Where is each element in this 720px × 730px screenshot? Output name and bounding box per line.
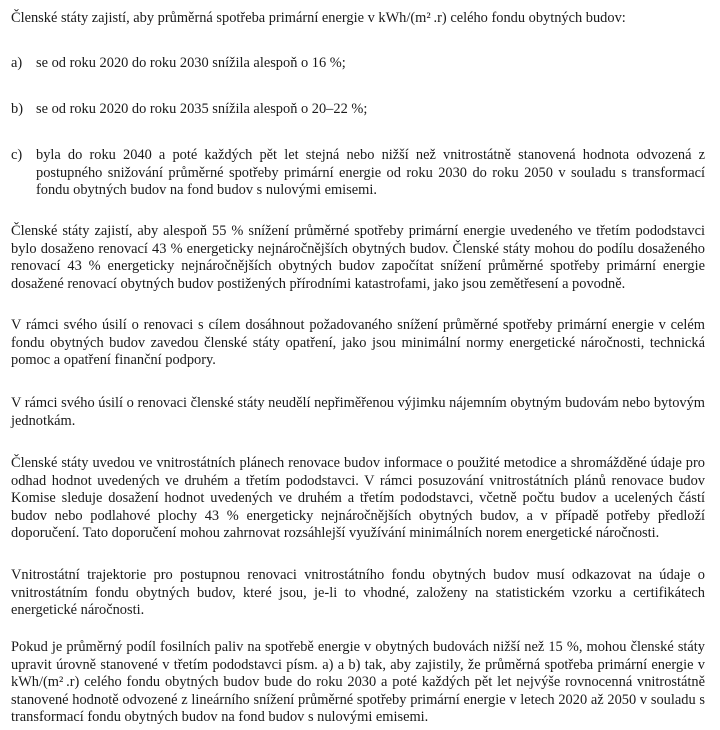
list-text-a: se od roku 2020 do roku 2030 snížila alespoň o 16 %; <box>36 55 346 71</box>
paragraph-4: V rámci svého úsilí o renovaci členské státy neudělí nepřiměřenou výjimku nájemním obytným budovám nebo bytovým jednotkám. <box>11 395 705 429</box>
paragraph-5: Členské státy uvedou ve vnitrostátních plánech renovace budov informace o použité metodice a shromážděné údaje pro odhad hodnot uvedených ve druhém a třetím pododstavci. V rámci posuzování vnitrostátních plánů renovace budov Komise sleduje dosažení hodnot uvedených ve druhém a třetím pododstavci, včetně počtu budov a ucelených částí budov nebo podlahové plochy 43 % energeticky nejnáročnějších obytných budov, a v případě potřeby předloží doporučení. Tato doporučení mohou zahrnovat rozsáhlejší využívání minimálních norem energetické náročnosti. <box>11 455 705 542</box>
list-marker-a: a) <box>11 55 23 71</box>
intro-paragraph: Členské státy zajistí, aby průměrná spotřeba primární energie v kWh/(m² .r) celého fondu obytných budov: <box>11 10 626 26</box>
paragraph-7: Pokud je průměrný podíl fosilních paliv na spotřebě energie v obytných budovách nižší než 15 %, mohou členské státy upravit úrovně stanovené v třetím pododstavci písm. a) a b) tak, aby zajistily, že průměrná spotřeba primární energie v kWh/(m² .r) celého fondu obytných budov bude do roku 2030 a poté každých pět let nejvýše rovnocenná vnitrostátně stanovené hodnotě odvozené z lineárního snížení průměrné spotřeby primární energie v letech 2020 až 2050 v souladu s transformací fondu obytných budov na fond budov s nulovými emisemi. <box>11 639 705 726</box>
paragraph-6: Vnitrostátní trajektorie pro postupnou renovaci vnitrostátního fondu obytných budov musí odkazovat na údaje o vnitrostátním fondu obytných budov, které jsou, je-li to vhodné, založeny na statistickém vzorku a certifikátech energetické náročnosti. <box>11 567 705 619</box>
list-item-b <box>11 101 705 119</box>
list-marker-b: b) <box>11 101 23 117</box>
list-text-c: byla do roku 2040 a poté každých pět let stejná nebo nižší než vnitrostátně stanovená hodnota odvozená z postupného snižování průměrné spotřeby primární energie od roku 2030 do roku 2050 v souladu s transformací fondu obytných budov na fond budov s nulovými emisemi. <box>36 147 705 199</box>
list-text-b: se od roku 2020 do roku 2035 snížila alespoň o 20–22 %; <box>36 101 368 117</box>
list-item-a <box>11 55 705 73</box>
paragraph-2: Členské státy zajistí, aby alespoň 55 % snížení průměrné spotřeby primární energie uvedeného ve třetím pododstavci bylo dosaženo renovací 43 % energeticky nejnáročnějších obytných budov. Členské státy mohou do podílu dosaženého renovací 43 % energeticky nejnáročnějších obytných budov započítat snížení průměrné spotřeby primární energie dosažené renovací obytných budov postižených přírodními katastrofami, jako jsou zemětřesení a povodně. <box>11 223 705 292</box>
list-marker-c: c) <box>11 147 23 163</box>
paragraph-3: V rámci svého úsilí o renovaci s cílem dosáhnout požadovaného snížení průměrné spotřeby primární energie v celém fondu obytných budov zavedou členské státy opatření, jako jsou minimální normy energetické náročnosti, technická pomoc a opatření finanční podpory. <box>11 317 705 369</box>
list-item-c <box>11 147 705 200</box>
